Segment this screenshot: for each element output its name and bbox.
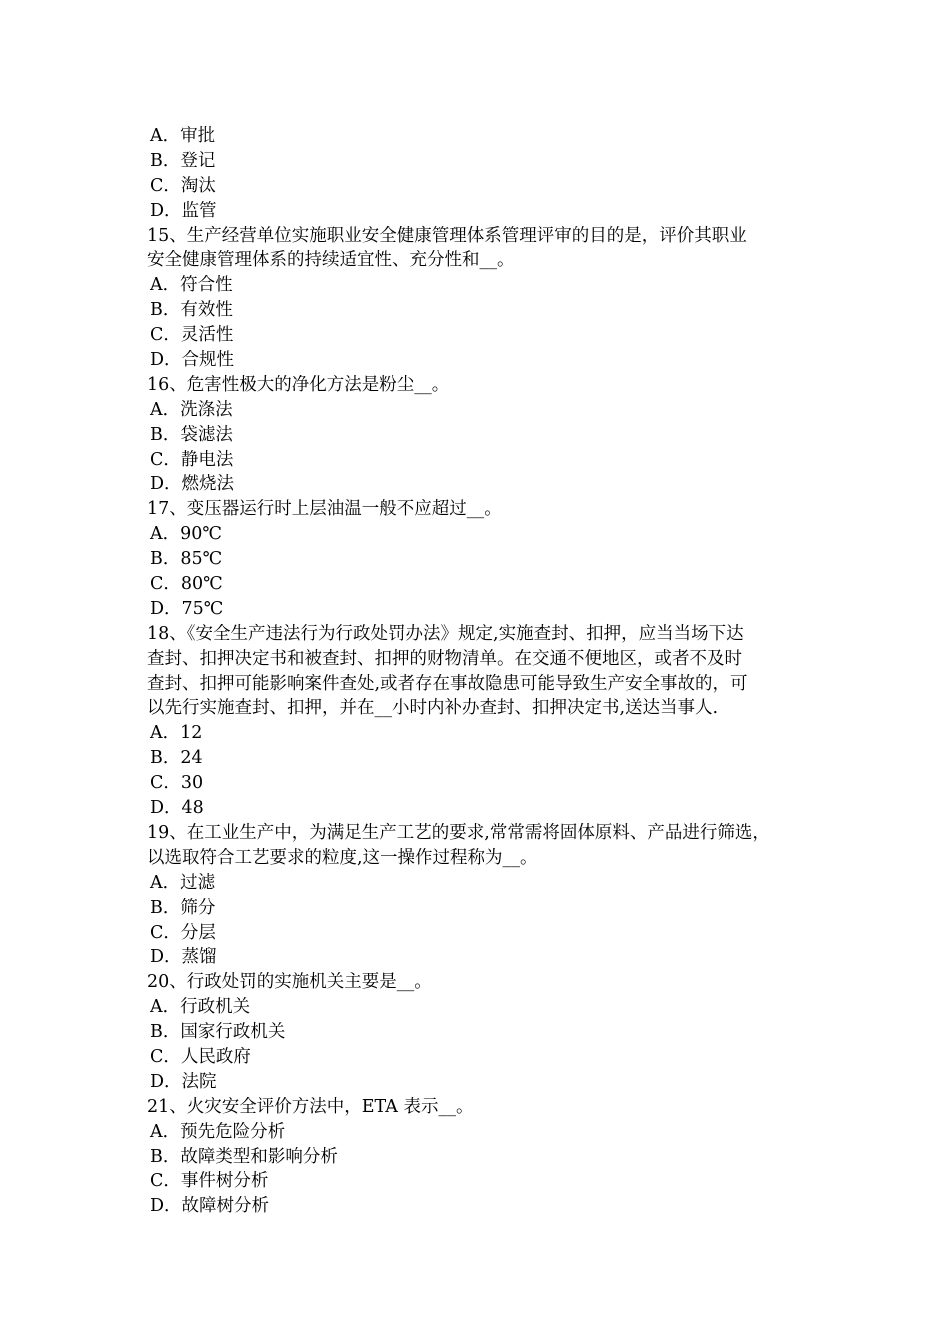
question-18-line-2: 查封、扣押决定书和被查封、扣押的财物清单。在交通不便地区，或者不及时	[147, 648, 742, 669]
option-d: D．蒸馏	[150, 947, 217, 968]
option-a: A．12	[150, 723, 203, 744]
question-19-line-1: 19、在工业生产中，为满足生产工艺的要求,常常需将固体原料、产品进行筛选，	[147, 822, 770, 843]
option-c: C．淘汰	[150, 175, 216, 196]
option-b: B．85℃	[150, 549, 223, 570]
option-a: A．审批	[150, 126, 216, 146]
option-b: B．筛分	[150, 897, 216, 918]
question-18-line-4: 以先行实施查封、扣押，并在__小时内补办查封、扣押决定书,送达当事人.	[147, 698, 719, 719]
option-c: C．80℃	[150, 574, 223, 595]
question-18-line-1: 18、《安全生产违法行为行政处罚办法》规定,实施查封、扣押，应当当场下达	[147, 623, 744, 644]
option-a: A．符合性	[150, 275, 233, 296]
option-a: A．行政机关	[150, 997, 251, 1018]
question-21: 21、火灾安全评价方法中，ETA 表示__。	[147, 1096, 474, 1117]
option-c: C．分层	[150, 922, 216, 943]
option-c: C．人民政府	[150, 1046, 251, 1067]
option-a: A．预先危险分析	[150, 1121, 286, 1142]
option-c: C．静电法	[150, 449, 234, 470]
option-d: D．75℃	[150, 598, 224, 619]
question-20: 20、行政处罚的实施机关主要是__。	[147, 972, 432, 993]
option-b: B．故障类型和影响分析	[150, 1146, 338, 1167]
question-18-line-3: 查封、扣押可能影响案件查处,或者存在事故隐患可能导致生产安全事故的，可	[147, 673, 748, 694]
option-d: D．监管	[150, 200, 217, 221]
option-a: A．过滤	[150, 872, 216, 893]
question-15-line-1: 15、生产经营单位实施职业安全健康管理体系管理评审的目的是，评价其职业	[147, 225, 747, 246]
option-d: D．48	[150, 798, 204, 819]
option-b: B．袋滤法	[150, 424, 233, 445]
option-c: C．灵活性	[150, 325, 234, 346]
option-d: D．故障树分析	[150, 1196, 270, 1217]
option-d: D．法院	[150, 1071, 217, 1092]
document-body	[147, 124, 827, 1219]
option-a: A．90℃	[150, 524, 222, 545]
question-16: 16、危害性极大的净化方法是粉尘__。	[147, 374, 450, 395]
option-b: B．有效性	[150, 300, 233, 321]
option-b: B．登记	[150, 150, 216, 171]
option-b: B．24	[150, 748, 203, 769]
question-19-line-2: 以选取符合工艺要求的粒度,这一操作过程称为__。	[147, 847, 538, 868]
option-c: C．事件树分析	[150, 1171, 269, 1192]
option-d: D．燃烧法	[150, 474, 235, 495]
question-15-line-2: 安全健康管理体系的持续适宜性、充分性和__。	[147, 250, 515, 271]
option-d: D．合规性	[150, 350, 235, 371]
option-c: C．30	[150, 773, 204, 794]
question-17: 17、变压器运行时上层油温一般不应超过__。	[147, 499, 502, 520]
option-b: B．国家行政机关	[150, 1022, 286, 1043]
option-a: A．洗涤法	[150, 399, 233, 420]
